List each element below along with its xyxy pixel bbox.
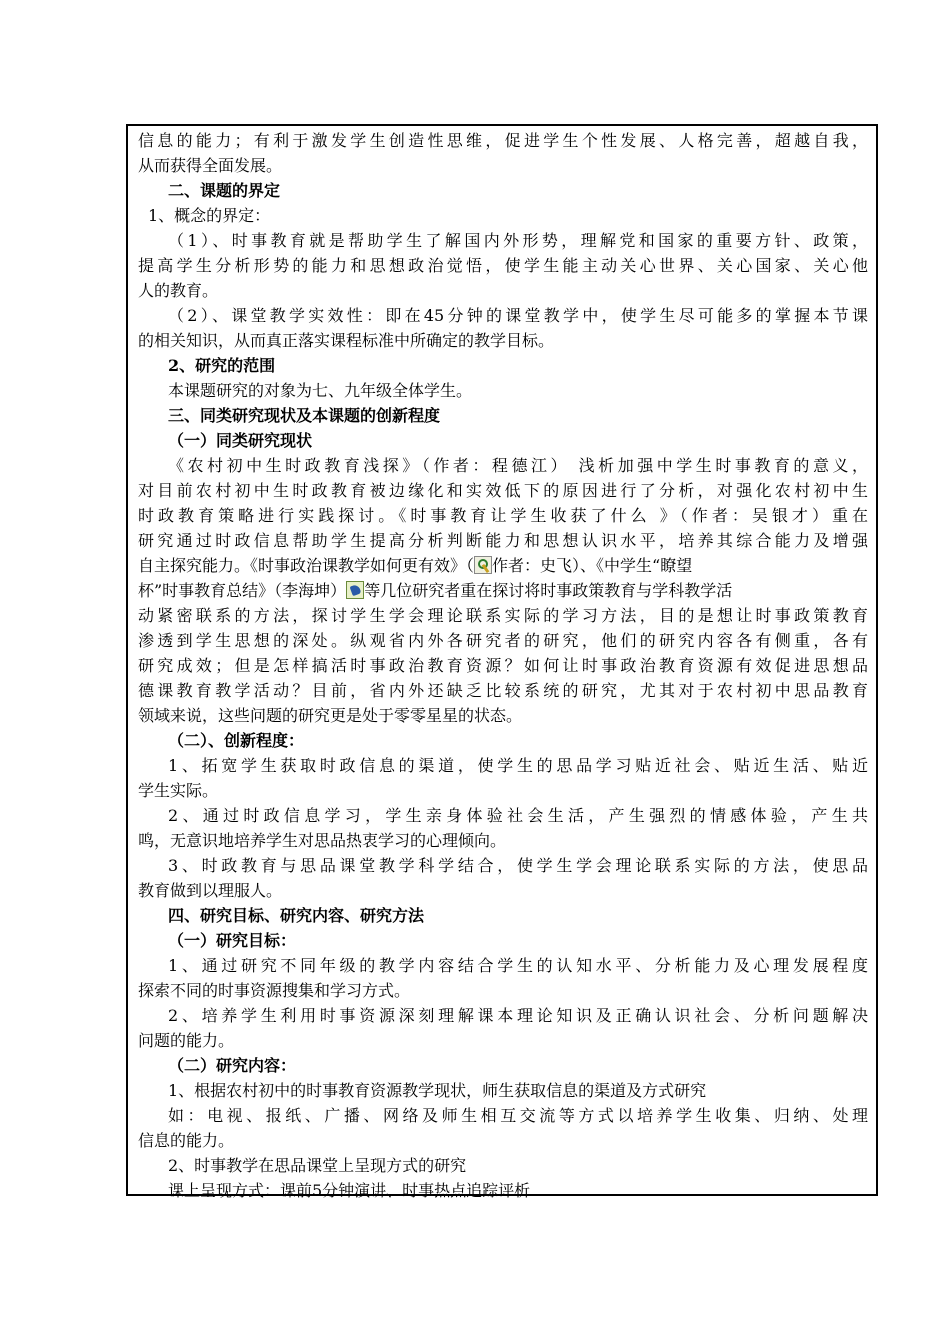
text-line: 研究通过时政信息帮助学生提高分析判断能力和思想认识水平，培养其综合能力及增强 xyxy=(138,531,868,550)
text-line: 动紧密联系的方法，探讨学生学会理论联系实际的学习方法，目的是想让时事政策教育 xyxy=(138,606,868,625)
text-line: 探索不同的时事资源搜集和学习方式。 xyxy=(138,981,411,1000)
pencil-icon xyxy=(474,556,492,574)
text-line: 如：电视、报纸、广播、网络及师生相互交流等方式以培养学生收集、归纳、处理 xyxy=(168,1106,868,1125)
hand-pointer-icon xyxy=(346,581,364,599)
text-line: 教育做到以理服人。 xyxy=(138,881,283,900)
subsection-heading: 1、概念的界定： xyxy=(148,206,271,225)
text-fragment: 自主探究能力。《时事政治课教学如何更有效》（ xyxy=(138,556,475,575)
text-line: 《农村初中生时政教育浅探》（作者：程德江） 浅析加强中学生时事教育的意义， xyxy=(168,456,868,475)
text-line: 2、培养学生利用时事资源深刻理解课本理论知识及正确认识社会、分析问题解决 xyxy=(168,1006,868,1025)
subsection-heading: （一）同类研究现状 xyxy=(168,431,313,450)
subsection-heading: （一）研究目标： xyxy=(168,931,297,950)
text-line: 渗透到学生思想的深处。纵观省内外各研究者的研究，他们的研究内容各有侧重，各有 xyxy=(138,631,868,650)
text-line: （1）、时事教育就是帮助学生了解国内外形势，理解党和国家的重要方针、政策， xyxy=(168,231,868,250)
text-line: 对目前农村初中生时政教育被边缘化和实效低下的原因进行了分析，对强化农村初中生 xyxy=(138,481,868,500)
subsection-heading: （二）、创新程度： xyxy=(168,731,305,750)
text-fragment: 作者：史飞）、《中学生“瞭望 xyxy=(492,556,693,575)
text-line: 问题的能力。 xyxy=(138,1031,235,1050)
text-line: 课上呈现方式：课前5分钟演讲、时事热点追踪评析 xyxy=(168,1181,531,1200)
subsection-heading: （二）研究内容： xyxy=(168,1056,297,1075)
text-line: 1、根据农村初中的时事教育资源教学现状，师生获取信息的渠道及方式研究 xyxy=(168,1081,707,1100)
text-line: 领域来说，这些问题的研究更是处于零零星星的状态。 xyxy=(138,706,523,725)
text-line-with-icon xyxy=(138,578,868,603)
text-line: 人的教育。 xyxy=(138,281,219,300)
text-line: 提高学生分析形势的能力和思想政治觉悟，使学生能主动关心世界、关心国家、关心他 xyxy=(138,256,868,275)
text-line: 德课教育教学活动？目前，省内外还缺乏比较系统的研究，尤其对于农村初中思品教育 xyxy=(138,681,868,700)
text-line: 研究成效；但是怎样搞活时事政治教育资源？如何让时事政治教育资源有效促进思想品 xyxy=(138,656,868,675)
section-heading: 四、研究目标、研究内容、研究方法 xyxy=(168,906,425,925)
text-line: 时政教育策略进行实践探讨。《时事教育让学生收获了什么 》（作者：吴银才）重在 xyxy=(138,506,868,525)
section-heading: 二、课题的界定 xyxy=(168,181,281,200)
text-line: 1、通过研究不同年级的教学内容结合学生的认知水平、分析能力及心理发展程度 xyxy=(168,956,868,975)
text-line-with-icon xyxy=(138,553,868,578)
text-line: 1、拓宽学生获取时政信息的渠道，使学生的思品学习贴近社会、贴近生活、贴近 xyxy=(168,756,868,775)
text-line: 鸣，无意识地培养学生对思品热衷学习的心理倾向。 xyxy=(138,831,507,850)
text-fragment: 杯”时事教育总结》（李海坤） xyxy=(138,581,347,600)
text-line: 学生实际。 xyxy=(138,781,219,800)
text-line: （2）、课堂教学实效性：即在45分钟的课堂教学中，使学生尽可能多的掌握本节课 xyxy=(168,306,868,325)
section-heading: 三、同类研究现状及本课题的创新程度 xyxy=(168,406,441,425)
text-line: 2、时事教学在思品课堂上呈现方式的研究 xyxy=(168,1156,467,1175)
subsection-heading: 2、研究的范围 xyxy=(168,356,276,375)
text-line: 的相关知识，从而真正落实课程标准中所确定的教学目标。 xyxy=(138,331,555,350)
text-line: 本课题研究的对象为七、九年级全体学生。 xyxy=(168,381,473,400)
text-line: 2、通过时政信息学习，学生亲身体验社会生活，产生强烈的情感体验，产生共 xyxy=(168,806,868,825)
text-line: 3、时政教育与思品课堂教学科学结合，使学生学会理论联系实际的方法，使思品 xyxy=(168,856,868,875)
text-line: 信息的能力；有利于激发学生创造性思维，促进学生个性发展、人格完善，超越自我， xyxy=(138,131,868,150)
text-line: 从而获得全面发展。 xyxy=(138,156,283,175)
text-fragment: 等几位研究者重在探讨将时事政策教育与学科教学活 xyxy=(364,581,733,600)
text-line: 信息的能力。 xyxy=(138,1131,235,1150)
document-table-cell xyxy=(126,124,878,1200)
